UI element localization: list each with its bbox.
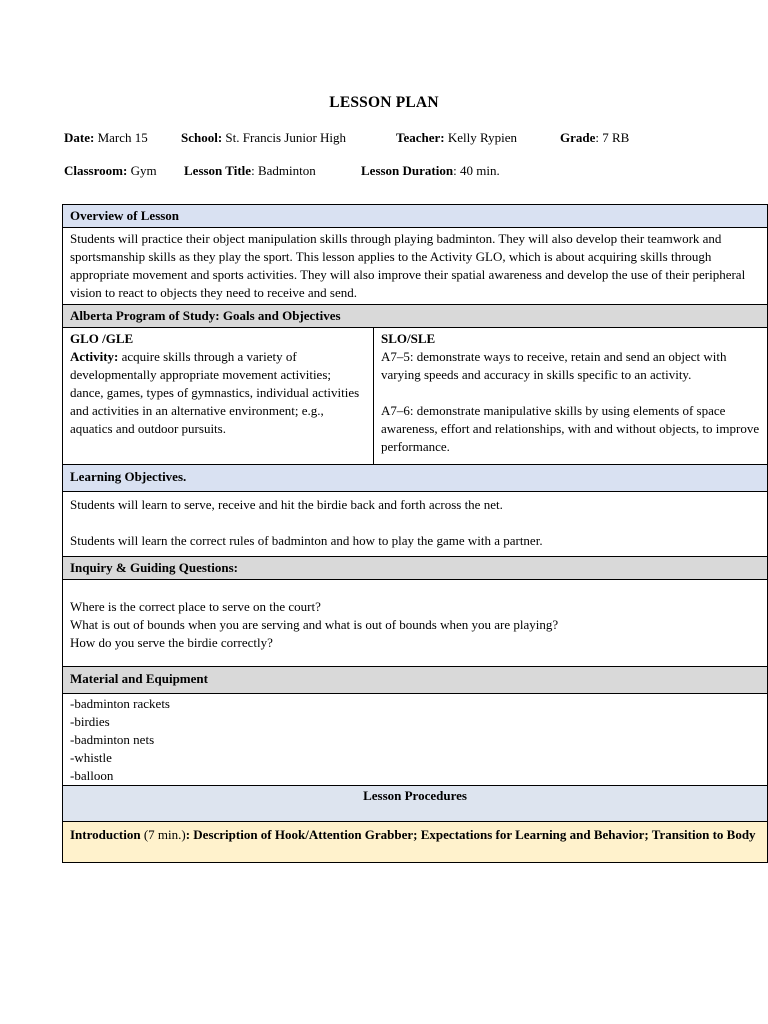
overview-heading: Overview of Lesson [63, 205, 768, 228]
material-item: -balloon [70, 768, 114, 783]
material-item: -badminton nets [70, 732, 155, 747]
duration-field: Lesson Duration: 40 min. [361, 163, 500, 178]
question-item: Where is the correct place to serve on the court? [70, 599, 321, 614]
materials-cell [63, 694, 768, 786]
grade-field: Grade: 7 RB [560, 130, 630, 145]
program-heading: Alberta Program of Study: Goals and Objectives [63, 305, 768, 328]
inquiry-cell [63, 580, 768, 667]
program-body-row [63, 328, 768, 465]
overview-text: Students will practice their object manipulation skills through playing badminton. They will also develop their teamwork and sportsmanship skills as they play the sport. This lesson applies to the Activity GLO, which is about acquiring skills through appropriate movement and sports activities. They will also improve their spatial awareness and develop the use of their peripheral vision to react to objects they need to receive and send. [63, 228, 768, 305]
question-item: What is out of bounds when you are serving and what is out of bounds when you are playing? [70, 617, 559, 632]
inquiry-body-row [63, 580, 768, 667]
school-field: School: St. Francis Junior High [181, 130, 347, 145]
objective-item: Students will learn to serve, receive and hit the birdie back and forth across the net. [70, 497, 503, 512]
intro-label: Introduction [70, 827, 141, 842]
page-title: LESSON PLAN [329, 94, 439, 111]
glo-activity: Activity: acquire skills through a variety of developmentally appropriate movement activities; dance, games, types of gymnastics, individual activities and activities in an alternative environment; e.g., aquatics and outdoor pursuits. [70, 349, 360, 436]
slo-heading: SLO/SLE [381, 331, 436, 346]
objectives-header-row [63, 465, 768, 492]
objective-item: Students will learn the correct rules of badminton and how to play the game with a partner. [70, 533, 543, 548]
intro-time: (7 min.) [140, 827, 186, 842]
material-item: -birdies [70, 714, 110, 729]
glo-heading: GLO /GLE [70, 331, 134, 346]
overview-body-row [63, 228, 768, 305]
intro-description: : Description of Hook/Attention Grabber; Expectations for Learning and Behavior; Transition to Body [185, 827, 756, 842]
lesson-plan-table [62, 204, 768, 863]
date-field: Date: March 15 [64, 130, 148, 145]
classroom-field: Classroom: Gym [64, 163, 157, 178]
procedures-header-row [63, 786, 768, 822]
materials-header-row [63, 667, 768, 694]
slo-item-1: A7–5: demonstrate ways to receive, retain and send an object with varying speeds and accuracy in skills specific to an activity. [381, 349, 727, 382]
objectives-heading: Learning Objectives. [63, 465, 768, 492]
lesson-title-field: Lesson Title: Badminton [184, 163, 316, 178]
objectives-cell [63, 492, 768, 557]
material-item: -badminton rackets [70, 696, 170, 711]
glo-cell [63, 328, 374, 465]
materials-heading: Material and Equipment [63, 667, 768, 694]
material-item: -whistle [70, 750, 112, 765]
inquiry-header-row [63, 557, 768, 580]
introduction-cell [63, 822, 768, 863]
slo-cell [374, 328, 768, 465]
introduction-row [63, 822, 768, 863]
inquiry-heading: Inquiry & Guiding Questions: [63, 557, 768, 580]
materials-body-row [63, 694, 768, 786]
slo-item-2: A7–6: demonstrate manipulative skills by using elements of space awareness, effort and relationships, with and without objects, to improve performance. [381, 403, 760, 454]
teacher-field: Teacher: Kelly Rypien [396, 130, 518, 145]
question-item: How do you serve the birdie correctly? [70, 635, 273, 650]
objectives-body-row [63, 492, 768, 557]
procedures-heading: Lesson Procedures [63, 786, 768, 822]
program-header-row [63, 305, 768, 328]
overview-header-row [63, 205, 768, 228]
